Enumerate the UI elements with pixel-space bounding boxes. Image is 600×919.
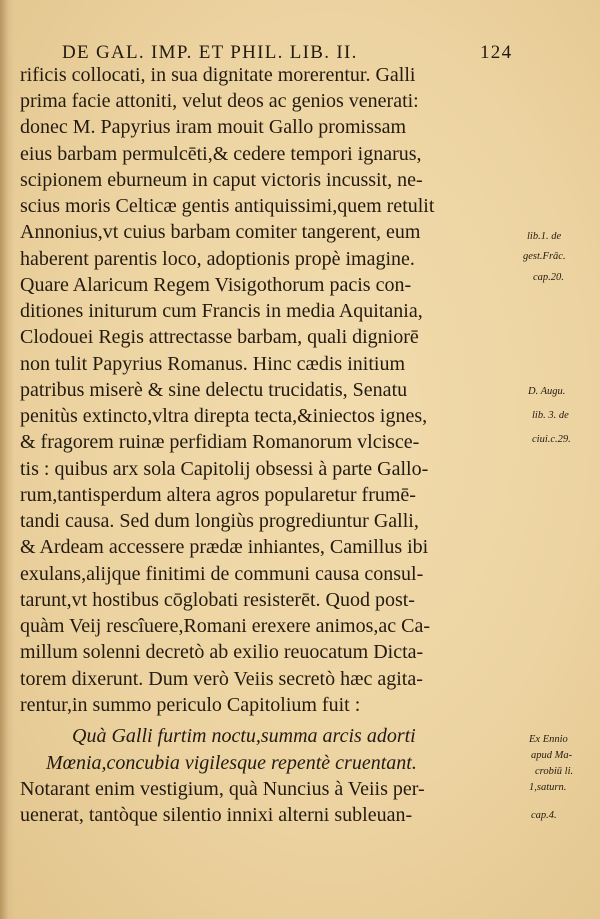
text-line: Notarant enim vestigium, quà Nuncius à Veiis per-: [20, 778, 425, 800]
margin-note: Ex Ennio: [529, 734, 568, 745]
running-title: DE GAL. IMP. ET PHIL. LIB. II.: [62, 42, 358, 63]
text-line: rentur,in summo periculo Capitolium fuit :: [20, 694, 361, 716]
text-line: haberent parentis loco, adoptionis propè imagine.: [20, 248, 415, 270]
text-line: millum solenni decretò ab exilio reuocatum Dicta-: [20, 641, 424, 663]
text-line: rum,tantisperdum altera agros popularetur frumē-: [20, 484, 416, 506]
text-line: penitùs extincto,vltra direpta tecta,&iniectos ignes,: [20, 405, 428, 427]
margin-note: cap.4.: [531, 810, 557, 821]
text-line: scius moris Celticæ gentis antiquissimi,quem retulit: [20, 195, 435, 217]
margin-note: lib.1. de: [527, 231, 562, 242]
margin-note: apud Ma-: [531, 750, 573, 761]
text-line: tandi causa. Sed dum longiùs progrediuntur Galli,: [20, 510, 419, 532]
margin-note: ciui.c.29.: [532, 434, 571, 445]
margin-note: crobiū li.: [535, 766, 574, 777]
text-line: ditiones initurum cum Francis in media Aquitania,: [20, 300, 423, 322]
margin-note: 1,saturn.: [529, 782, 567, 793]
text-line: torem dixerunt. Dum verò Veiis secretò hæc agita-: [20, 668, 423, 690]
margin-note: gest.Frāc.: [523, 251, 566, 262]
text-line: non tulit Papyrius Romanus. Hinc cædis initium: [20, 353, 405, 375]
text-line: patribus miserè & sine delectu trucidatis, Senatu: [20, 379, 408, 401]
text-line: quàm Veij rescîuere,Romani erexere animos,ac Ca-: [20, 615, 431, 637]
text-line: eius barbam permulcēti,& cedere tempori ignarus,: [20, 143, 422, 165]
margin-note: cap.20.: [533, 272, 564, 283]
text-line: Quare Alaricum Regem Visigothorum pacis con-: [20, 274, 412, 296]
text-line: Clodouei Regis attrectasse barbam, quali digniorē: [20, 326, 419, 348]
verse-line: Quà Galli furtim noctu,summa arcis adorti: [72, 725, 416, 747]
margin-note: lib. 3. de: [532, 410, 569, 421]
text-line: & Ardeam accessere prædæ inhiantes, Camillus ibi: [20, 536, 429, 558]
text-line: rificis collocati, in sua dignitate morerentur. Galli: [20, 64, 416, 86]
text-line: donec M. Papyrius iram mouit Gallo promissam: [20, 116, 407, 138]
text-line: & fragorem ruinæ perfidiam Romanorum vlcisce-: [20, 431, 420, 453]
text-line: uenerat, tantòque silentio innixi alterni subleuan-: [20, 804, 413, 826]
verse-line: Mœnia,concubia vigilesque repentè cruentant.: [46, 752, 417, 774]
text-line: prima facie attoniti, velut deos ac genios venerati:: [20, 90, 419, 112]
margin-note: D. Augu.: [528, 386, 566, 397]
book-spine-shadow: [0, 0, 14, 919]
text-line: Annonius,vt cuius barbam comiter tangerent, eum: [20, 221, 421, 243]
text-line: exulans,alijque finitimi de communi causa consul-: [20, 563, 424, 585]
text-line: tis : quibus arx sola Capitolij obsessi à parte Gallo-: [20, 458, 429, 480]
page-number: 124: [480, 42, 513, 63]
text-line: tarunt,vt hostibus cōglobati resisterēt. Quod post-: [20, 589, 415, 611]
text-line: scipionem eburneum in caput victoris incussit, ne-: [20, 169, 423, 191]
